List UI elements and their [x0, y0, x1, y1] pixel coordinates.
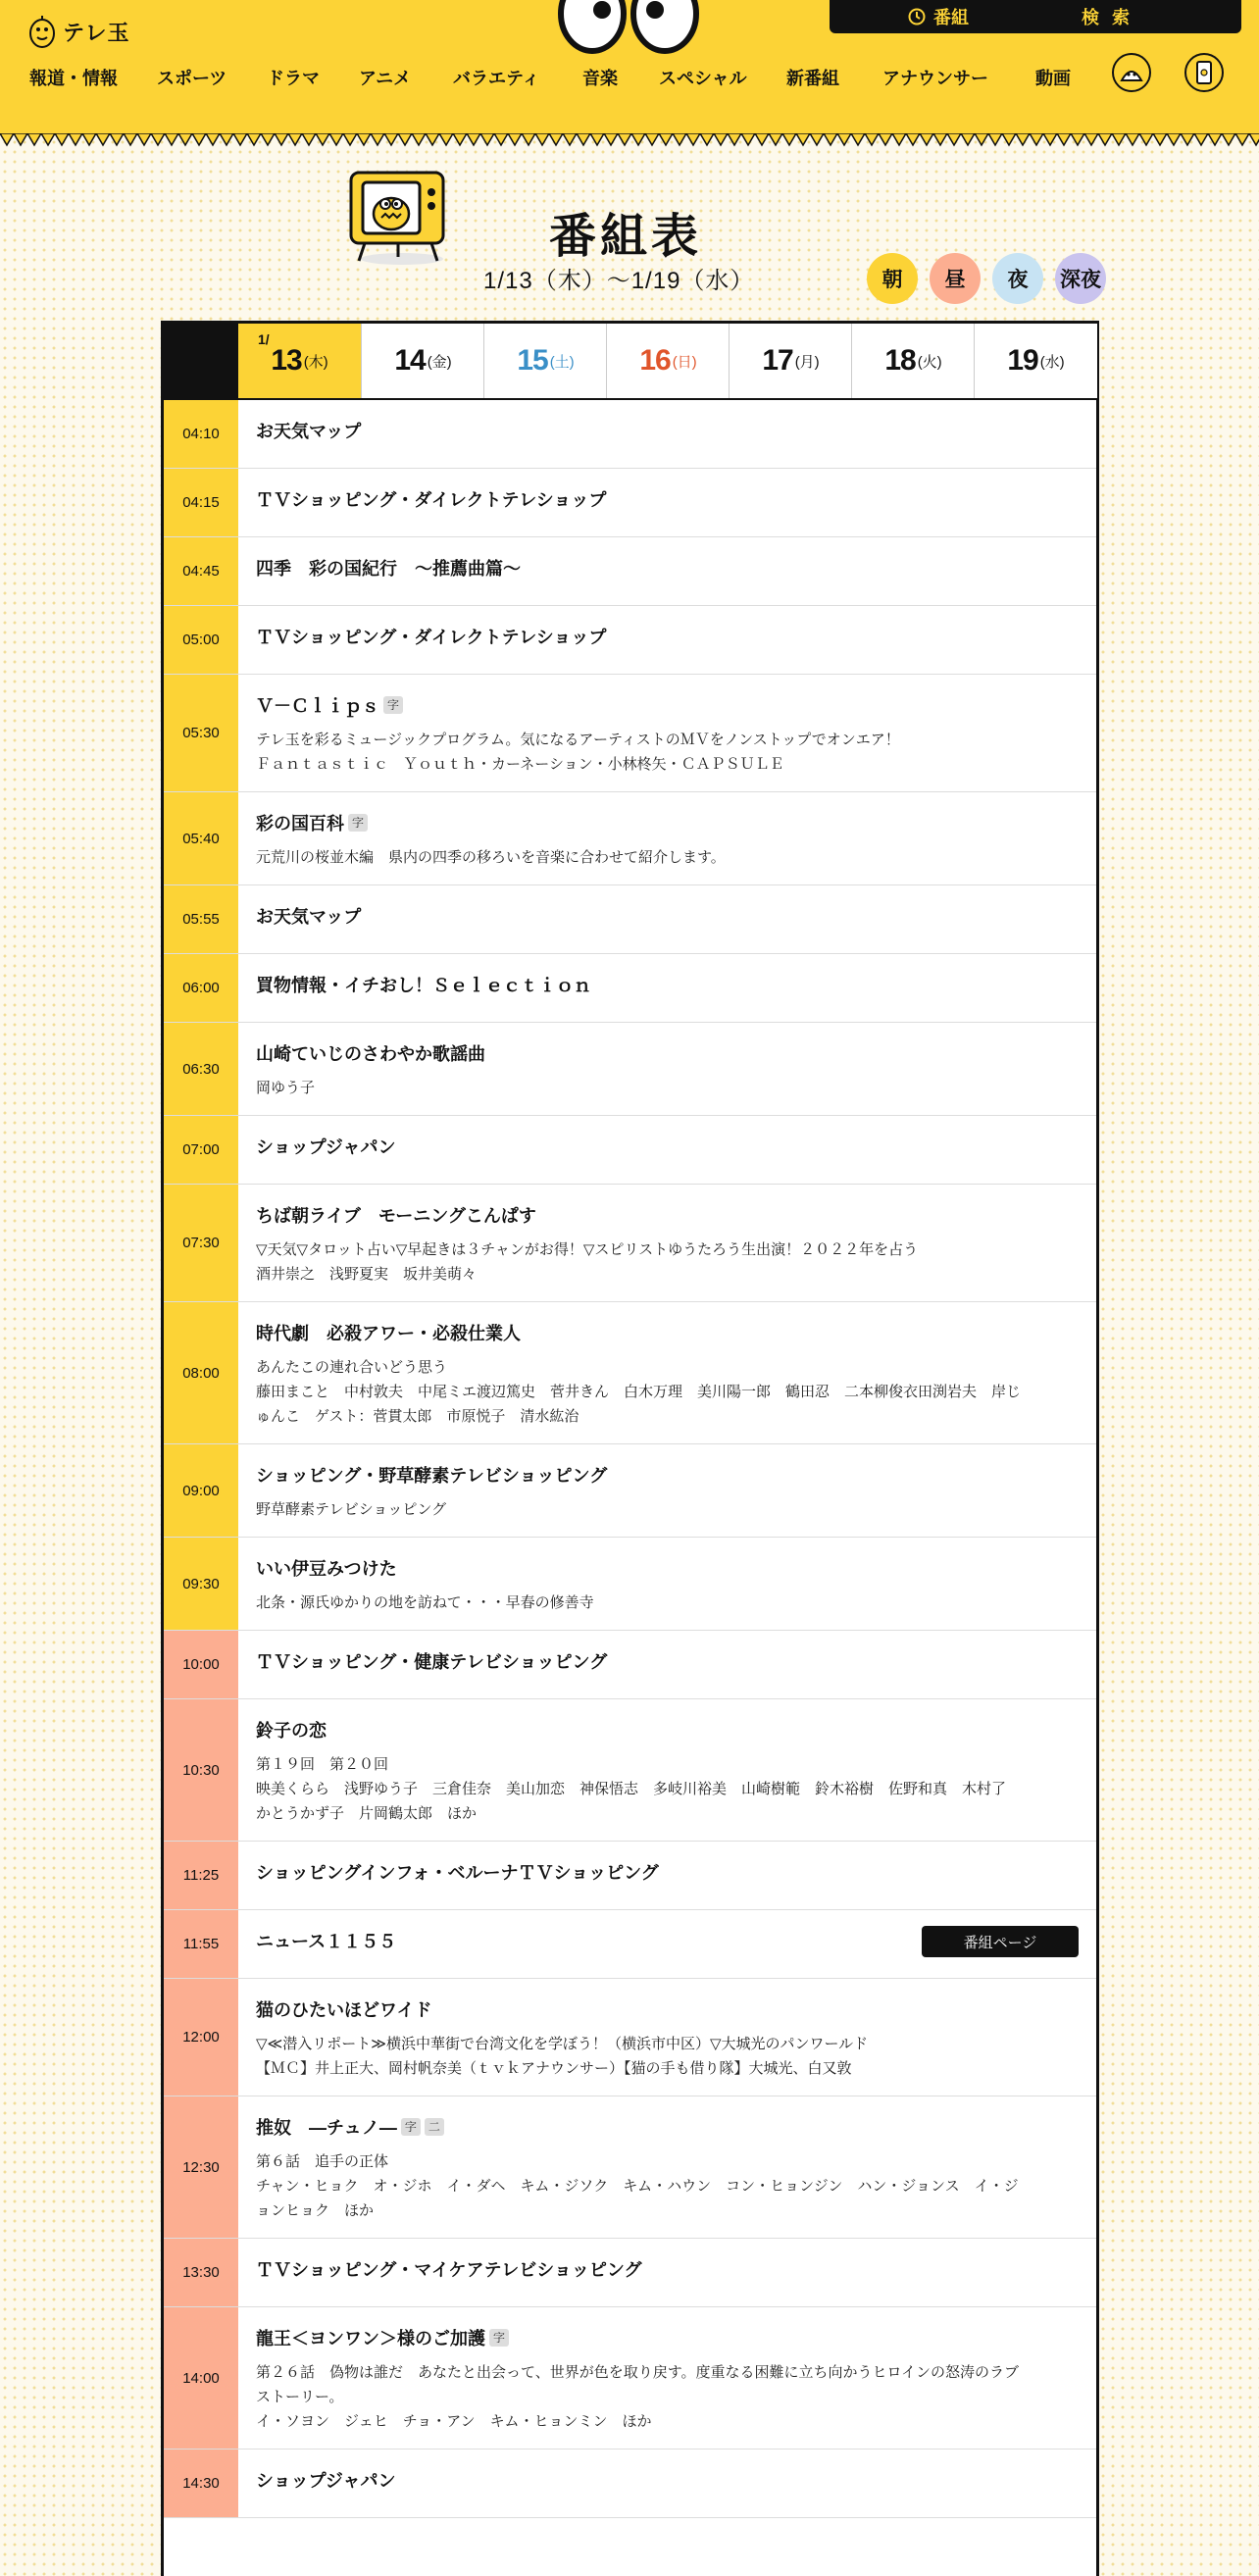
program-description: 元荒川の桜並木編 県内の四季の移ろいを音楽に合わせて紹介します。: [256, 849, 726, 866]
header-zigzag-edge: [0, 133, 1259, 147]
program-title[interactable]: 四季 彩の国紀行 ～推薦曲篇～: [256, 559, 521, 579]
day-tab-18[interactable]: [851, 324, 975, 398]
day-tab-month: 1/: [258, 331, 270, 347]
program-title-wrap: [256, 1859, 659, 1885]
program-title-wrap: [256, 1040, 485, 1066]
program-row[interactable]: [164, 792, 1096, 885]
program-row[interactable]: [164, 1116, 1096, 1185]
program-title[interactable]: 彩の国百科: [256, 814, 344, 833]
program-body: [238, 2307, 1096, 2450]
program-title[interactable]: ショッピング・野草酵素テレビショッピング: [256, 1466, 608, 1486]
day-tab-weekday: (火): [917, 353, 942, 371]
program-title-wrap: [256, 1202, 536, 1228]
main-nav: [0, 65, 1259, 92]
program-body: [238, 1302, 1096, 1444]
day-tabs-corner: [164, 324, 238, 398]
program-badge: 字: [489, 2329, 509, 2347]
program-row[interactable]: [164, 885, 1096, 954]
tama-chan-icon[interactable]: [1110, 51, 1153, 94]
program-title[interactable]: 龍王＜ヨンワン＞様のご加護: [256, 2329, 485, 2349]
nav-variety[interactable]: バラエティ: [453, 69, 540, 88]
program-title[interactable]: ショップジャパン: [256, 1137, 396, 1157]
program-time: 05:55: [164, 885, 238, 953]
nav-announcers[interactable]: アナウンサー: [882, 69, 988, 88]
program-title[interactable]: 鈴子の恋: [256, 1721, 327, 1741]
program-badge: 字: [401, 2118, 421, 2136]
nav-news[interactable]: 報道・情報: [29, 69, 118, 88]
program-body: [238, 1023, 1096, 1116]
program-title-wrap: [256, 1320, 521, 1345]
program-title-wrap: [256, 418, 361, 443]
mascot-eyes-icon: [555, 0, 702, 59]
program-title-wrap: [256, 2256, 641, 2282]
program-time: 05:30: [164, 675, 238, 791]
program-body: [238, 1538, 1096, 1631]
program-body: [238, 2096, 1096, 2239]
tod-daytime-button[interactable]: 昼: [930, 253, 981, 304]
program-title-wrap: [256, 810, 368, 835]
program-title[interactable]: ニュース１１５５: [256, 1932, 397, 1951]
day-tab-weekday: (水): [1039, 353, 1065, 371]
program-time: 13:30: [164, 2239, 238, 2306]
program-time: 04:15: [164, 469, 238, 536]
program-title[interactable]: いい伊豆みつけた: [256, 1559, 397, 1579]
day-tab-weekday: (金): [427, 353, 452, 371]
nav-video[interactable]: 動画: [1035, 69, 1071, 88]
program-description: 映美くらら 浅野ゆう子 三倉佳奈 美山加恋 神保悟志 多岐川裕美 山崎樹範 鈴木裕樹 佐野和真 木村了: [256, 1781, 1007, 1797]
day-tab-13[interactable]: [238, 324, 361, 398]
program-description: 岡ゆう子: [256, 1080, 316, 1096]
program-description: 酒井崇之 浅野夏実 坂井美萌々: [256, 1266, 478, 1283]
day-tab-number: 16: [639, 344, 671, 377]
program-body: [238, 954, 1096, 1023]
program-title-wrap: [256, 486, 606, 512]
program-row[interactable]: [164, 400, 1096, 469]
program-title-wrap: [256, 1134, 396, 1159]
program-title-wrap: [256, 1996, 431, 2022]
program-description: ゅんこ ゲスト：菅貫太郎 市原悦子 清水紘治: [256, 1408, 579, 1425]
program-description: 北条・源氏ゆかりの地を訪ねて・・・早春の修善寺: [256, 1594, 594, 1611]
program-row[interactable]: [164, 2450, 1096, 2518]
program-description: ョンヒョク ほか: [256, 2202, 375, 2219]
program-description: 第１９回 第２０回: [256, 1756, 389, 1773]
program-description: 藤田まこと 中村敦夫 中尾ミエ渡辺篤史 菅井きん 白木万理 美川陽一郎 鶴田忍 二本柳俊衣田渕岩夫 岸じ: [256, 1384, 1022, 1400]
day-tab-weekday: (土): [549, 353, 575, 371]
program-row[interactable]: [164, 1444, 1096, 1538]
day-tab-19[interactable]: [974, 324, 1097, 398]
nav-music[interactable]: 音楽: [582, 69, 618, 88]
program-title[interactable]: ＴＶショッピング・ダイレクトテレショップ: [256, 490, 607, 510]
day-tab-14[interactable]: [361, 324, 484, 398]
program-body: [238, 2450, 1096, 2518]
tod-night-button[interactable]: 夜: [992, 253, 1043, 304]
time-of-day-nav: [867, 253, 1106, 304]
nav-anime[interactable]: アニメ: [359, 69, 412, 88]
program-body: [238, 606, 1096, 675]
program-title[interactable]: 猫のひたいほどワイド: [256, 2000, 432, 2020]
day-tab-17[interactable]: [729, 324, 852, 398]
program-description: かとうかず子 片岡鶴太郎 ほか: [256, 1805, 478, 1822]
site-header: [0, 0, 1259, 135]
program-row[interactable]: [164, 1185, 1096, 1302]
program-time: 12:00: [164, 1979, 238, 2096]
day-tab-number: 14: [394, 344, 426, 377]
program-time: 04:10: [164, 400, 238, 468]
search-link[interactable]: 検 索: [1082, 8, 1134, 27]
program-title-wrap: [256, 692, 403, 718]
tv-mascot-icon: [345, 163, 453, 271]
day-tab-number: 17: [762, 344, 793, 377]
tod-late-night-button[interactable]: 深夜: [1055, 253, 1106, 304]
program-time: 05:00: [164, 606, 238, 674]
page-title: 番組表: [549, 209, 703, 264]
program-description: Ｆａｎｔａｓｔｉｃ Ｙｏｕｔｈ・カーネーション・小林柊矢・ＣＡＰＳＵＬＥ: [256, 756, 784, 773]
program-time: 12:30: [164, 2096, 238, 2238]
program-body: [238, 1116, 1096, 1185]
program-body: [238, 2239, 1096, 2307]
program-time: 09:00: [164, 1444, 238, 1537]
program-title-wrap: [256, 903, 361, 929]
program-time: 06:30: [164, 1023, 238, 1115]
day-tab-number: 18: [884, 344, 916, 377]
program-row[interactable]: [164, 2307, 1096, 2450]
app-phone-icon[interactable]: [1183, 51, 1226, 94]
program-body: [238, 885, 1096, 954]
program-description: 第２６話 偽物は誰だ あなたと出会って、世界が色を取り戻す。度重なる困難に立ち向かうヒロインの怒涛のラブ: [256, 2364, 1020, 2381]
logo-text: テレ玉: [63, 20, 130, 45]
schedule-table: [161, 321, 1099, 2576]
program-time: 14:00: [164, 2307, 238, 2449]
program-title-wrap: [256, 1462, 607, 1488]
program-time: 05:40: [164, 792, 238, 884]
program-title-wrap: [256, 1717, 327, 1743]
program-title[interactable]: ちば朝ライブ モーニングこんぱす: [256, 1206, 536, 1226]
program-row[interactable]: [164, 1699, 1096, 1842]
program-time: 08:00: [164, 1302, 238, 1443]
program-page-button[interactable]: 番組ページ: [922, 1926, 1079, 1957]
program-row[interactable]: [164, 1302, 1096, 1444]
day-tab-15[interactable]: [483, 324, 607, 398]
program-body: [238, 1910, 1096, 1979]
program-description: あんたこの連れ合いどう思う: [256, 1359, 448, 1376]
program-row[interactable]: [164, 954, 1096, 1023]
program-description: チャン・ヒョク オ・ジホ イ・ダヘ キム・ジソク キム・ハウン コン・ヒョンジン ハン・ジョンス イ・ジ: [256, 2178, 1019, 2195]
program-description: 第６話 追手の正体: [256, 2153, 389, 2170]
program-description: イ・ソヨン ジェヒ チョ・アン キム・ヒョンミン ほか: [256, 2413, 652, 2430]
nav-sports[interactable]: スポーツ: [157, 69, 227, 88]
program-title[interactable]: ＴＶショッピング・ダイレクトテレショップ: [256, 628, 607, 647]
program-row[interactable]: [164, 675, 1096, 792]
program-body: [238, 400, 1096, 469]
program-time: 10:30: [164, 1699, 238, 1841]
program-title-wrap: [256, 1928, 396, 1953]
program-body: [238, 537, 1096, 606]
program-time: 11:55: [164, 1910, 238, 1978]
program-guide-link[interactable]: [908, 4, 969, 29]
program-time: 06:00: [164, 954, 238, 1022]
program-time: 10:00: [164, 1631, 238, 1698]
program-title[interactable]: お天気マップ: [256, 907, 362, 927]
program-body: [238, 1185, 1096, 1302]
program-title-wrap: [256, 2114, 444, 2140]
program-body: [238, 675, 1096, 792]
program-guide-label: 番組: [933, 8, 969, 27]
program-time: 14:30: [164, 2450, 238, 2517]
program-time: 09:30: [164, 1538, 238, 1630]
program-title-wrap: [256, 1648, 607, 1674]
program-description: ストーリー。: [256, 2389, 344, 2405]
day-tabs: [164, 324, 1096, 400]
site-logo[interactable]: [27, 14, 130, 49]
program-body: [238, 792, 1096, 885]
program-title-wrap: [256, 624, 606, 649]
tama-chan-logo-icon: [27, 14, 57, 49]
program-body: [238, 469, 1096, 537]
program-title[interactable]: 時代劇 必殺アワー・必殺仕業人: [256, 1324, 521, 1343]
program-row[interactable]: [164, 1538, 1096, 1631]
program-row[interactable]: [164, 1023, 1096, 1116]
program-body: [238, 1979, 1096, 2096]
program-row[interactable]: [164, 606, 1096, 675]
clock-icon: [908, 8, 926, 25]
program-title-wrap: [256, 1555, 397, 1581]
program-body: [238, 1444, 1096, 1538]
program-description: 野草酵素テレビショッピング: [256, 1501, 447, 1518]
day-tab-weekday: (月): [794, 353, 820, 371]
program-row[interactable]: [164, 537, 1096, 606]
program-badge: 字: [383, 696, 403, 714]
program-time: 11:25: [164, 1842, 238, 1909]
program-row[interactable]: [164, 2096, 1096, 2239]
day-tab-number: 13: [271, 344, 302, 377]
program-title[interactable]: ＴＶショッピング・マイケアテレビショッピング: [256, 2260, 642, 2280]
program-badge: 字: [348, 814, 368, 832]
program-title[interactable]: 買物情報・イチおし！Ｓｅｌｅｃｔｉｏｎ: [256, 976, 591, 995]
day-tab-16[interactable]: [606, 324, 730, 398]
day-tab-number: 15: [517, 344, 548, 377]
program-time: 07:00: [164, 1116, 238, 1184]
program-title-wrap: [256, 972, 591, 997]
date-range: 1/13（木）〜1/19（水）: [483, 268, 755, 294]
program-row[interactable]: [164, 469, 1096, 537]
program-badge: 二: [425, 2118, 444, 2136]
nav-special[interactable]: スペシャル: [659, 69, 747, 88]
program-title[interactable]: Ｖ－Ｃｌｉｐｓ: [256, 696, 379, 716]
nav-drama[interactable]: ドラマ: [267, 69, 320, 88]
program-title[interactable]: ショッピングインフォ・ベルーナＴＶショッピング: [256, 1863, 659, 1883]
program-title-wrap: [256, 2467, 396, 2493]
program-row[interactable]: [164, 1910, 1096, 1979]
program-title[interactable]: 山崎ていじのさわやか歌謡曲: [256, 1044, 485, 1064]
program-row[interactable]: [164, 1631, 1096, 1699]
program-body: [238, 1842, 1096, 1910]
nav-new-programs[interactable]: 新番組: [786, 69, 839, 88]
program-row[interactable]: [164, 2239, 1096, 2307]
program-body: [238, 1631, 1096, 1699]
program-title[interactable]: ＴＶショッピング・健康テレビショッピング: [256, 1652, 608, 1672]
program-title[interactable]: お天気マップ: [256, 422, 362, 441]
day-tab-weekday: (日): [672, 353, 697, 371]
program-row[interactable]: [164, 1979, 1096, 2096]
program-description: ▽天気▽タロット占い▽早起きは３チャンがお得！▽スピリストゆうたろう生出演！２０２２年を占う: [256, 1241, 919, 1258]
program-row[interactable]: [164, 1842, 1096, 1910]
program-title[interactable]: 推奴 ―チュノ―: [256, 2118, 397, 2138]
program-body: [238, 1699, 1096, 1842]
program-title-wrap: [256, 2325, 509, 2350]
program-description: 【ＭＣ】井上正大、岡村帆奈美（ｔｖｋアナウンサー）【猫の手も借り隊】大城光、白又敦: [256, 2060, 852, 2077]
program-title-wrap: [256, 555, 521, 581]
program-time: 04:45: [164, 537, 238, 605]
program-description: ▽≪潜入リポート≫横浜中華街で台湾文化を学ぼう！（横浜市中区）▽大城光のパンワールド: [256, 2036, 869, 2052]
program-time: 07:30: [164, 1185, 238, 1301]
day-tab-number: 19: [1007, 344, 1038, 377]
program-description: テレ玉を彩るミュージックプログラム。気になるアーティストのＭＶをノンストップでオンエア！: [256, 732, 900, 748]
tod-morning-button[interactable]: 朝: [867, 253, 918, 304]
day-tab-weekday: (木): [303, 353, 328, 371]
top-utility-bar: [830, 0, 1241, 33]
program-title[interactable]: ショップジャパン: [256, 2471, 396, 2491]
